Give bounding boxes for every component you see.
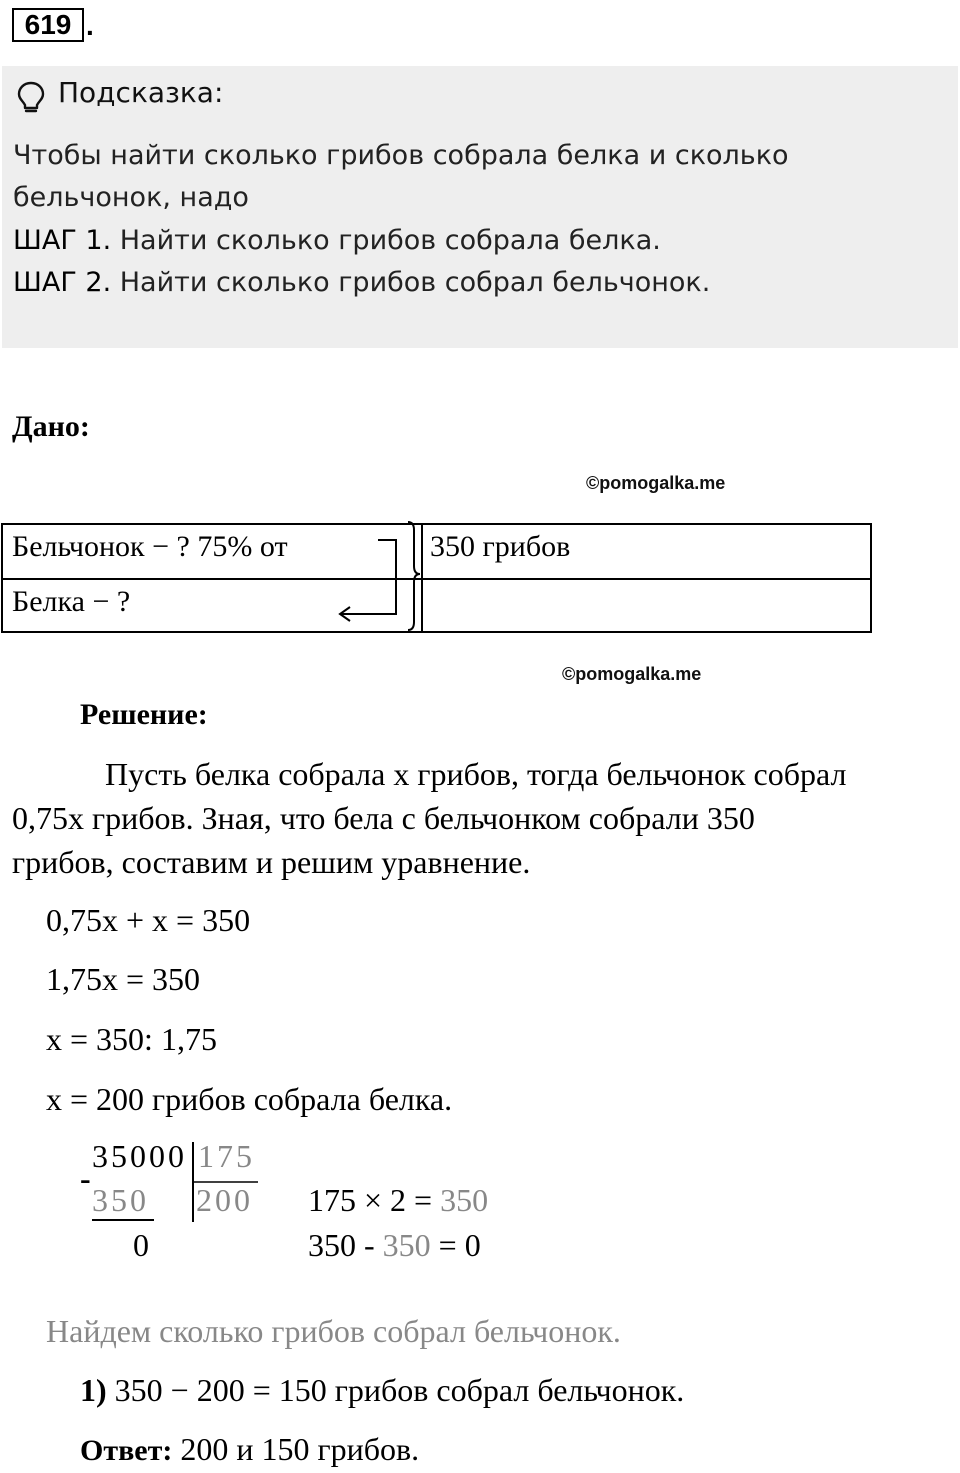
given-row-1-left: Бельчонок − ? 75% от [12, 530, 288, 563]
step-intro: Найдем сколько грибов собрал бельчонок. [46, 1313, 621, 1349]
step-1 [80, 1372, 684, 1409]
division-check-2 [308, 1227, 481, 1264]
division-quotient: 200 [196, 1182, 253, 1218]
solution-paragraph-line-3: грибов, составим и решим уравнение. [12, 844, 531, 880]
equation-2: 1,75x = 350 [46, 961, 201, 997]
division-check-2-a: 350 - [308, 1227, 383, 1263]
division-dividend: 35000 [92, 1138, 187, 1174]
division-remainder: 0 [133, 1227, 149, 1263]
step-1-number: 1) [80, 1372, 107, 1408]
division-check-1-expr: 175 × 2 = [308, 1182, 441, 1218]
hint-step-1-text: Найти сколько грибов собрала белка. [111, 225, 661, 256]
watermark-given: ©pomogalka.me [586, 473, 726, 493]
answer [80, 1431, 419, 1468]
division-check-1-result: 350 [440, 1182, 489, 1218]
given-heading: Дано: [12, 410, 90, 443]
hint-line-1: Чтобы найти сколько грибов собрала белка и сколько [13, 140, 789, 171]
watermark-solution: ©pomogalka.me [562, 664, 702, 684]
solution-heading: Решение: [80, 698, 208, 731]
lightbulb-icon [14, 80, 48, 114]
relation-arrow-icon [330, 518, 430, 636]
task-number-dot: . [86, 10, 94, 41]
hint-step-2-label: ШАГ 2. [13, 267, 112, 298]
hint-step-1 [13, 225, 661, 256]
hint-title: Подсказка: [58, 76, 224, 109]
equation-4-text: грибов собрала белка. [144, 1081, 453, 1117]
division-divisor: 175 [198, 1138, 255, 1174]
division-check-1 [308, 1182, 488, 1219]
hint-step-2-text: Найти сколько грибов собрал бельчонок. [111, 267, 711, 298]
equation-4 [46, 1081, 452, 1118]
division-check-2-b: 350 [382, 1227, 431, 1263]
division-subtrahend: 350 [92, 1182, 149, 1218]
equation-1: 0,75x + x = 350 [46, 902, 251, 938]
given-row-1-right: 350 грибов [430, 530, 571, 563]
answer-label: Ответ: [80, 1434, 173, 1467]
step-1-expression: 350 − 200 = 150 [106, 1372, 327, 1408]
hint-step-2 [13, 267, 710, 298]
hint-line-2: бельчонок, надо [13, 182, 249, 213]
solution-paragraph-line-1: Пусть белка собрала x грибов, тогда бельчонок собрал [105, 756, 847, 792]
table-row-divider [3, 578, 870, 580]
division-minus-sign: - [80, 1160, 91, 1196]
task-number: 619 [12, 8, 84, 42]
equation-3: x = 350: 1,75 [46, 1021, 217, 1057]
given-row-2-left: Белка − ? [12, 585, 131, 618]
step-1-text: грибов собрал бельчонок. [326, 1372, 685, 1408]
division-check-2-c: = 0 [430, 1227, 481, 1263]
hint-step-1-label: ШАГ 1. [13, 225, 112, 256]
equation-4-value: x = 200 [46, 1081, 145, 1117]
division-lines [88, 1140, 268, 1230]
answer-text: 200 и 150 грибов. [172, 1431, 420, 1467]
solution-paragraph-line-2: 0,75x грибов. Зная, что бела с бельчонком собрали 350 [12, 800, 755, 836]
